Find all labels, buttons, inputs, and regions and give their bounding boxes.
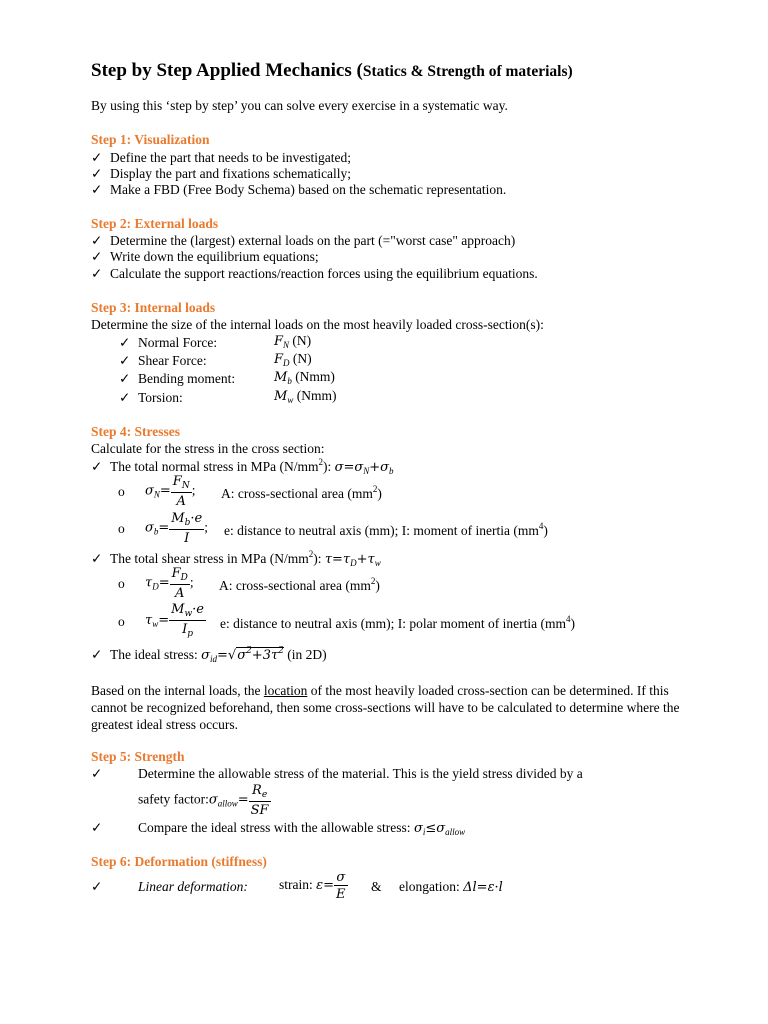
check-icon: ✓: [119, 390, 131, 405]
location-paragraph: Based on the internal loads, the location of the most heavily loaded cross-section can be determined. If this cannot be recognized beforehand, then some cross-sections will have to be calculated to determine where the greatest ideal stress occurs.: [91, 683, 680, 732]
internal-load-normal-symbol: $F_N$ (N): [274, 333, 312, 350]
formula-sigma-n: $\sigma_N=$ $\frac{F_N}{A}$ ;: [145, 474, 196, 509]
sigma-n-description: A: cross-sectional area $(mm^2)$: [221, 484, 382, 501]
internal-load-bending: ✓ Bending moment:: [119, 371, 236, 386]
tau-d-description: A: cross-sectional area $(mm^2)$: [219, 576, 380, 593]
ideal-stress-line: ✓ The ideal stress: $\sigma_{id}=√\sigma^2+3\tau^2$ (in 2D): [91, 646, 327, 664]
check-icon: ✓: [91, 182, 103, 197]
list-item: ✓ Calculate the support reactions/reaction forces using the equilibrium equations.: [91, 266, 538, 281]
document-title: [91, 60, 573, 82]
internal-load-torsion: ✓ Torsion:: [119, 390, 183, 405]
internal-load-bending-symbol: $M_b$ (Nmm): [274, 369, 335, 386]
strength-item-2: ✓ Compare the ideal stress with the allowable stress: $\sigma_i\le\sigma_{allow}$: [91, 820, 466, 837]
step4-text: Calculate for the stress in the cross section:: [91, 441, 325, 456]
bullet: o: [118, 576, 125, 591]
list-item: ✓ Display the part and fixations schematically;: [91, 166, 352, 181]
step4-heading: Step 4: Stresses: [91, 424, 180, 439]
check-icon: ✓: [119, 371, 131, 386]
check-icon: ✓: [91, 150, 103, 165]
intro-text: By using this ‘step by step’ you can solve every exercise in a systematic way.: [91, 98, 508, 113]
check-icon: ✓: [119, 335, 131, 350]
internal-load-shear-symbol: $F_D$ (N): [274, 351, 312, 368]
tau-w-description: e: distance to neutral axis (mm); I: polar moment of inertia $(mm^4)$: [220, 614, 576, 631]
check-icon: ✓: [119, 353, 131, 368]
elongation-formula: elongation: Δl=ε·l: [399, 879, 503, 895]
internal-load-torsion-symbol: $M_w$ (Nmm): [274, 388, 337, 405]
step2-heading: Step 2: External loads: [91, 216, 219, 231]
check-icon: ✓: [91, 551, 103, 566]
check-icon: ✓: [91, 820, 103, 835]
check-icon: ✓: [91, 766, 103, 781]
bullet: o: [118, 521, 125, 536]
ampersand: &: [371, 879, 382, 894]
step3-text: Determine the size of the internal loads on the most heavily loaded cross-section(s):: [91, 317, 544, 332]
shear-stress-line: ✓ The total shear stress in MPa $(N/mm^2)$: $\tau=\tau_D+\tau_w$: [91, 549, 381, 568]
bullet: o: [118, 614, 125, 629]
sigma-b-description: e: distance to neutral axis (mm); I: moment of inertia $(mm^4)$: [224, 521, 548, 538]
bullet: o: [118, 484, 125, 499]
formula-tau-w: $\tau_w=$ $\frac{M_w\cdot e}{I_p}$: [145, 602, 204, 639]
check-icon: ✓: [91, 459, 103, 474]
title-main: Step by Step Applied Mechanics (: [91, 60, 363, 81]
check-icon: ✓: [91, 166, 103, 181]
check-icon: ✓: [91, 647, 103, 662]
deformation-item: ✓ Linear deformation:: [91, 879, 248, 894]
list-item: ✓ Write down the equilibrium equations;: [91, 249, 319, 264]
normal-stress-line: ✓ The total normal stress in MPa $(N/mm^2)$: $\sigma=\sigma_N+\sigma_b$: [91, 457, 394, 476]
check-icon: ✓: [91, 879, 103, 894]
step3-heading: Step 3: Internal loads: [91, 300, 216, 315]
allowable-stress-formula: safety $factor:\sigma_{allow}=$ $\frac{R_e}{SF}$: [138, 783, 269, 818]
step5-heading: Step 5: Strength: [91, 749, 185, 764]
list-item: ✓ Determine the (largest) external loads on the part (="worst case" approach): [91, 233, 516, 248]
list-item: ✓ Define the part that needs to be investigated;: [91, 150, 352, 165]
step1-heading: Step 1: Visualization: [91, 132, 210, 147]
strain-formula: strain: ε= $\frac{\sigma}{E}$: [279, 870, 346, 902]
formula-sigma-b: $\sigma_b=$ $\frac{M_b\cdot e}{I}$ ;: [145, 511, 208, 546]
check-icon: ✓: [91, 233, 103, 248]
check-icon: ✓: [91, 249, 103, 264]
internal-load-normal: ✓ Normal Force:: [119, 335, 218, 350]
title-sub: Statics & Strength of materials): [362, 63, 573, 80]
step6-heading: Step 6: Deformation (stiffness): [91, 854, 267, 869]
list-item: ✓ Make a FBD (Free Body Schema) based on the schematic representation.: [91, 182, 507, 197]
strength-item-1: ✓ Determine the allowable stress of the material. This is the yield stress divided by a: [91, 766, 583, 781]
check-icon: ✓: [91, 266, 103, 281]
internal-load-shear: ✓ Shear Force:: [119, 353, 207, 368]
formula-tau-d: $\tau_D=$ $\frac{F_D}{A}$ ;: [145, 566, 194, 601]
